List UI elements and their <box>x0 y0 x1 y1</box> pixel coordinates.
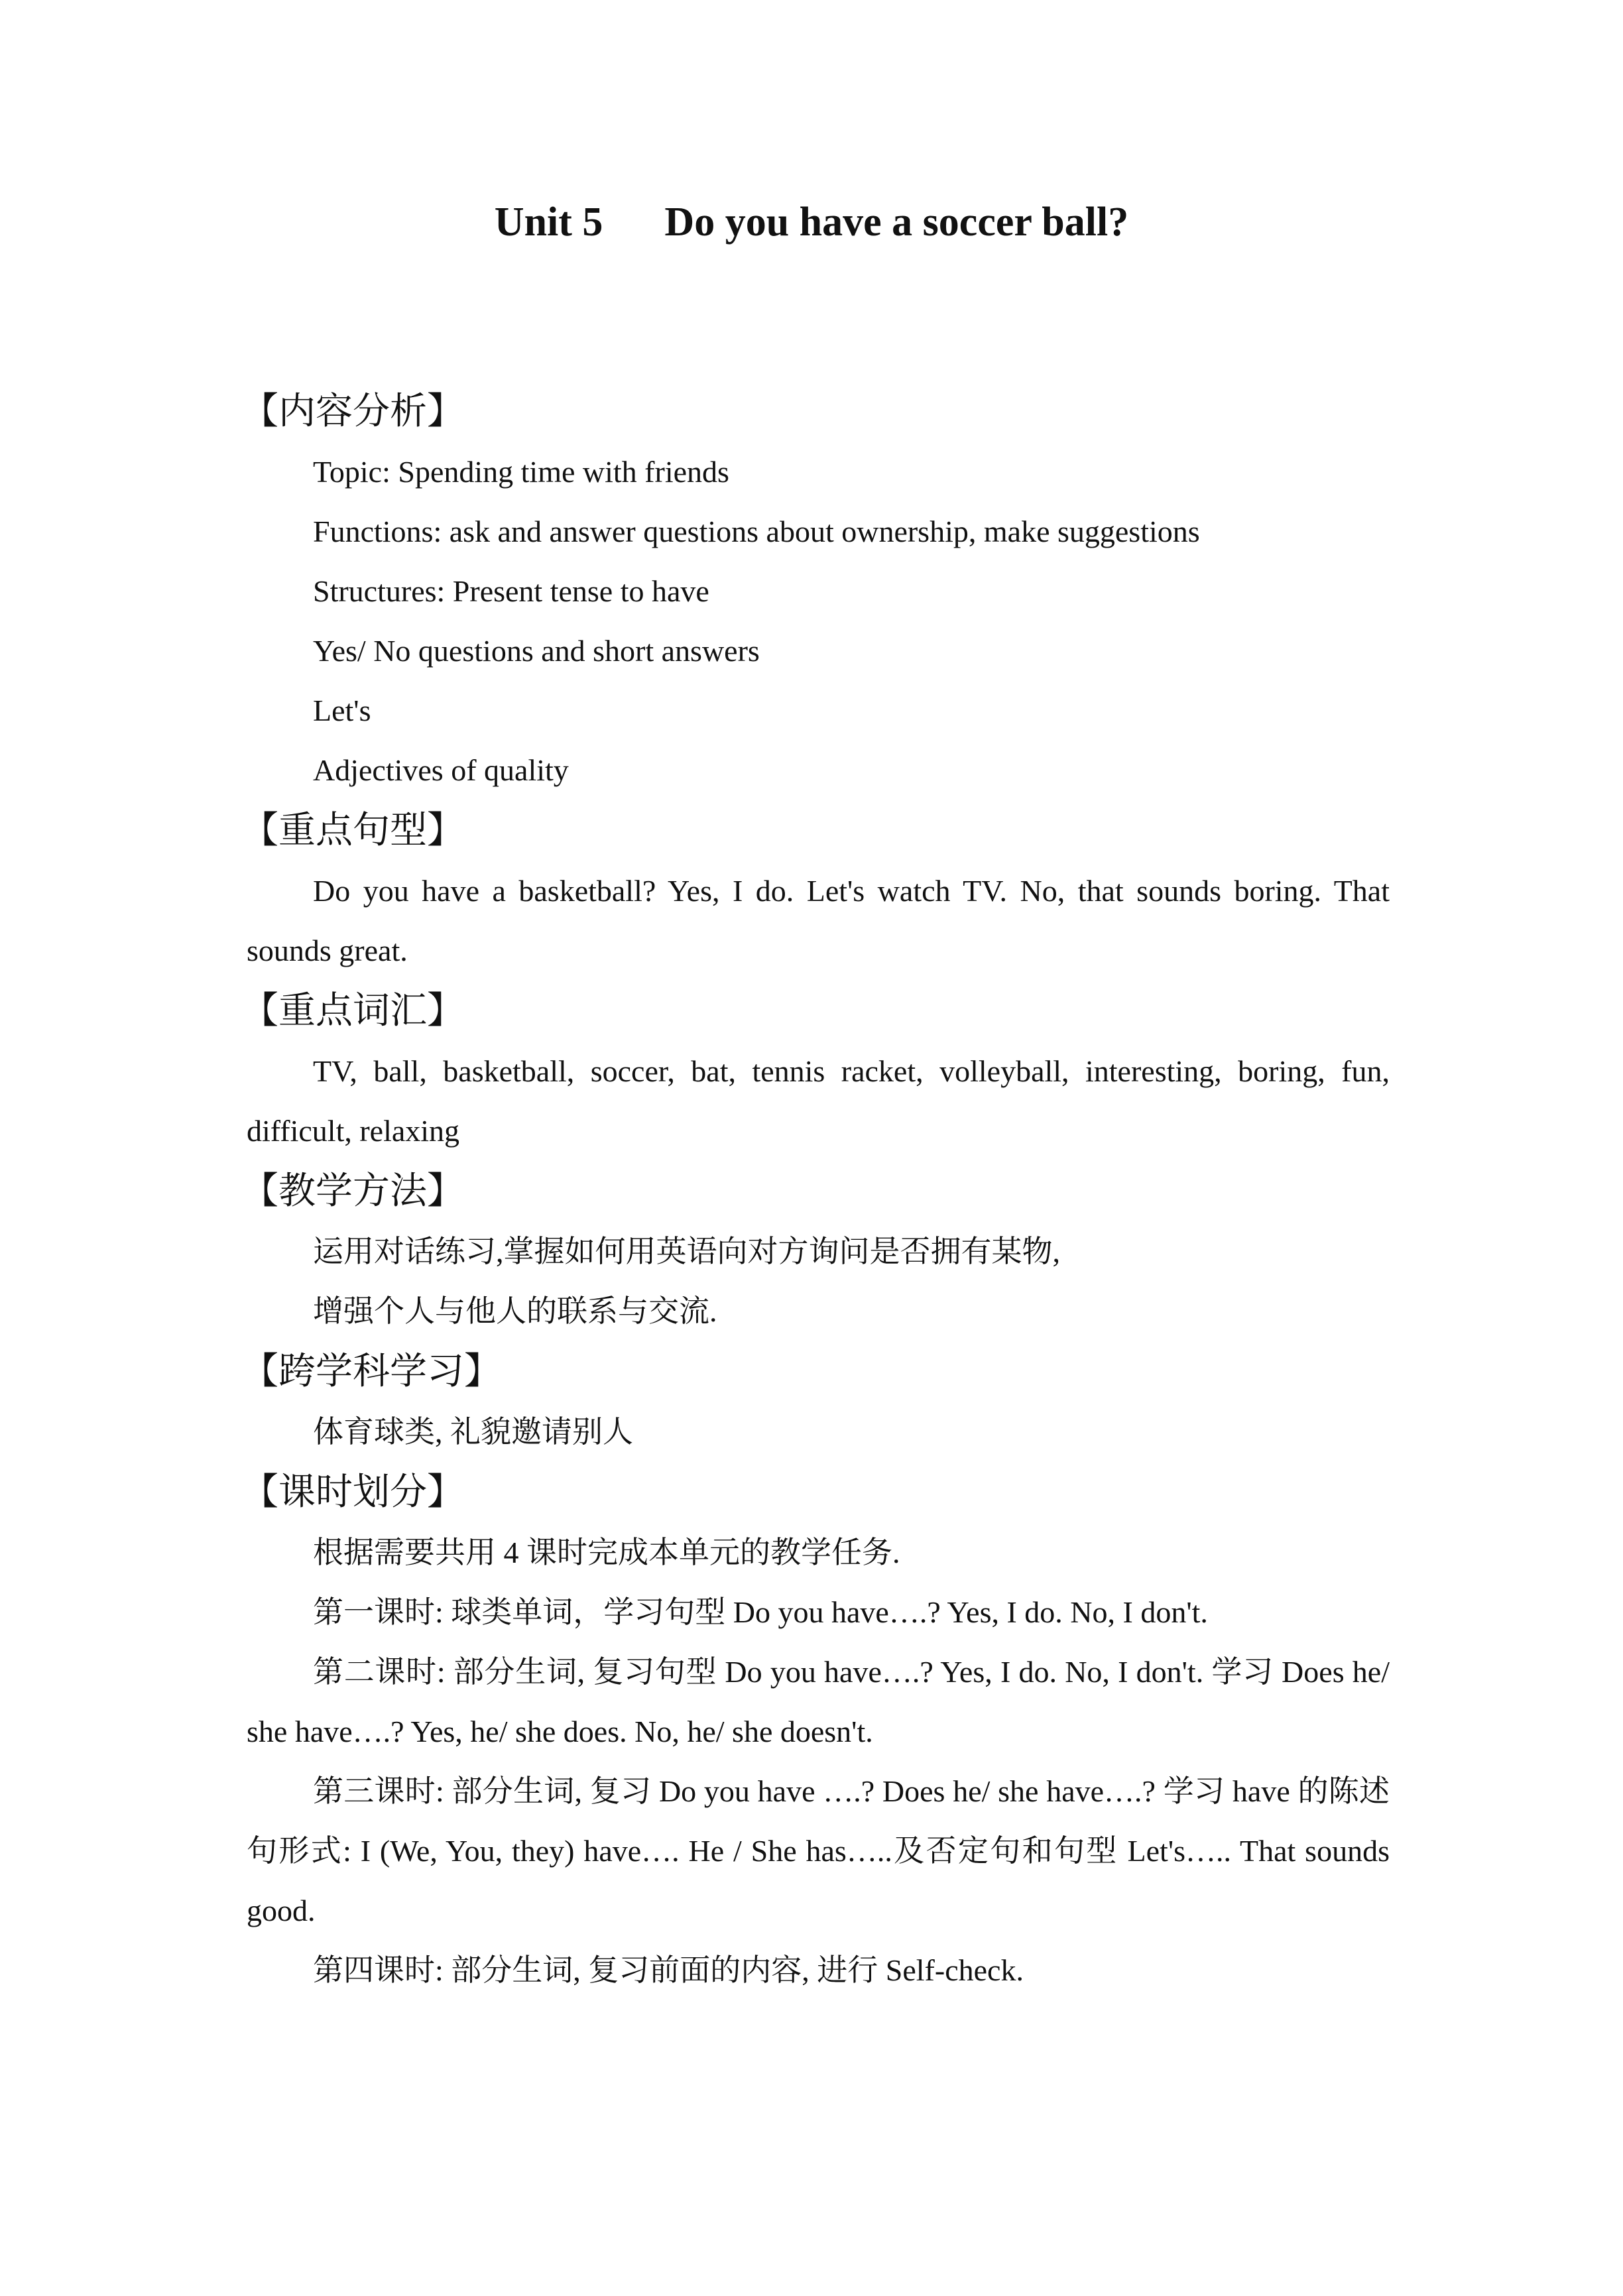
method-line: 运用对话练习,掌握如何用英语向对方询问是否拥有某物, <box>313 1235 1060 1268</box>
section-cross-curricular <box>241 1341 1390 1462</box>
section-heading: 【跨学科学习】 <box>241 1350 501 1393</box>
vocabulary-text: TV, ball, basketball, soccer, bat, tennis racket, volleyball, interesting, boring, fun, difficult, relaxing <box>247 1054 1390 1148</box>
lesson-two-text: 第二课时: 部分生词, 复习句型 Do you have….? Yes, I do. No, I don't. 学习 Does he/ she have….? Yes, he/ she does. No, he/ she doesn't. <box>247 1655 1390 1748</box>
section-key-sentences <box>241 800 1390 981</box>
adjectives-line: Adjectives of quality <box>313 753 569 787</box>
key-sentences-text: Do you have a basketball? Yes, I do. Let's watch TV. No, that sounds boring. That sounds great. <box>247 874 1390 967</box>
cross-curricular-line: 体育球类, 礼貌邀请别人 <box>313 1415 633 1449</box>
section-key-vocabulary <box>241 981 1390 1161</box>
section-content-analysis <box>241 381 1390 800</box>
page-title: Unit 5 Do you have a soccer ball? <box>494 200 1129 245</box>
topic-line: Topic: Spending time with friends <box>313 455 729 489</box>
yes-no-line: Yes/ No questions and short answers <box>313 634 760 668</box>
functions-line: Functions: ask and answer questions about ownership, make suggestions <box>313 514 1200 548</box>
lesson-four-text: 第四课时: 部分生词, 复习前面的内容, 进行 Self-check. <box>313 1953 1024 1987</box>
lesson-plan-content <box>241 381 1390 2000</box>
lesson-three-text: 第三课时: 部分生词, 复习 Do you have ….? Does he/ she have….? 学习 have 的陈述句形式: I (We, You, they) have…. He / She has…..及否定句和句型 Let's….. That sounds good. <box>247 1774 1390 1927</box>
structures-line: Structures: Present tense to have <box>313 574 709 608</box>
section-heading: 【内容分析】 <box>241 390 464 433</box>
section-lesson-division <box>241 1462 1390 2000</box>
section-heading: 【教学方法】 <box>241 1170 464 1213</box>
lets-line: Let's <box>313 694 371 727</box>
lesson-count-line: 根据需要共用 4 课时完成本单元的教学任务. <box>313 1536 900 1569</box>
section-heading: 【课时划分】 <box>241 1471 464 1514</box>
lesson-one-line: 第一课时: 球类单词，学习句型 Do you have….? Yes, I do. No, I don't. <box>313 1595 1208 1629</box>
section-heading: 【重点句型】 <box>241 809 464 852</box>
section-heading: 【重点词汇】 <box>241 989 464 1032</box>
method-line: 增强个人与他人的联系与交流. <box>313 1294 717 1328</box>
section-teaching-method <box>241 1161 1390 1341</box>
